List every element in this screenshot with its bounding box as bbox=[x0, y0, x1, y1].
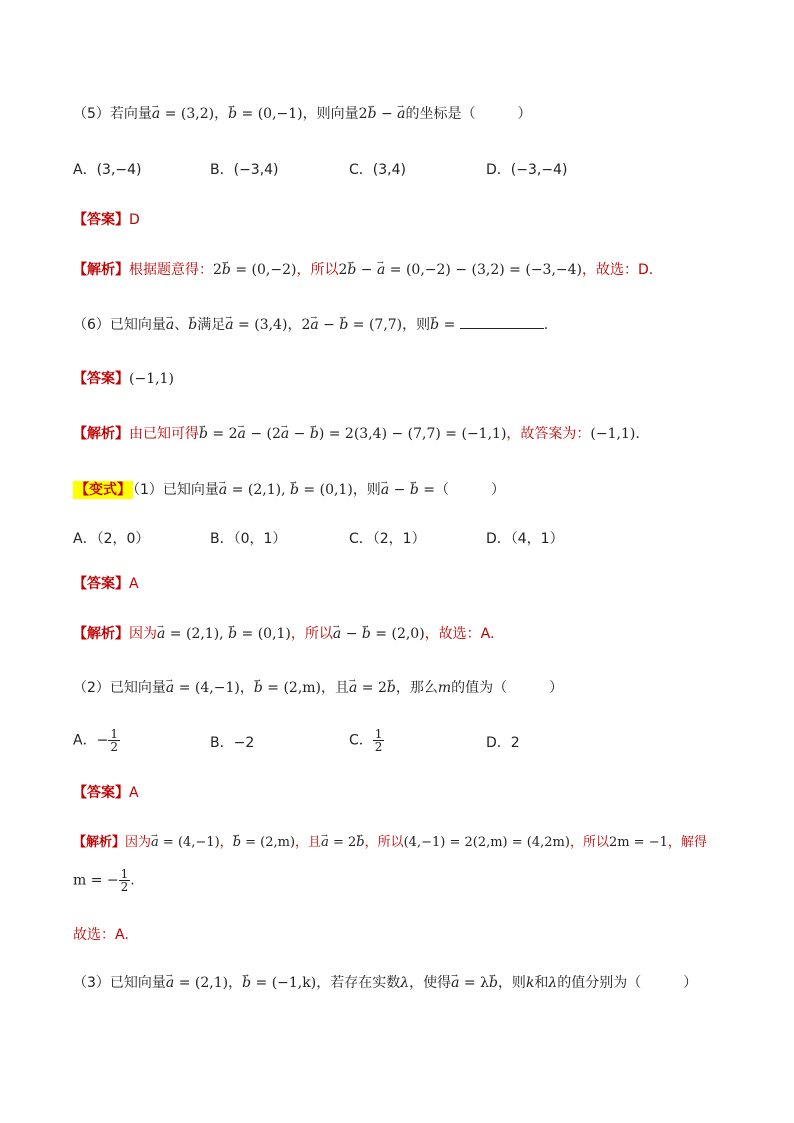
q6-stem: （6）已知向量→ a、→ b满足→ a = (3,4)，2→ a − → b = (7,7)，则→ b = . bbox=[73, 314, 548, 335]
q5-option-b: B．(−3,4) bbox=[210, 162, 279, 178]
q6-explanation: 【解析】由已知可得→ b = 2→ a − (2→ a − → b) = 2(3,4) − (7,7) = (−1,1)，故答案为：(−1,1). bbox=[73, 424, 640, 444]
variant3-stem: （3）已知向量→ a = (2,1)，→ b = (−1,k)，若存在实数λ，使得→ a = λ→ b，则k和λ的值分别为（ ） bbox=[73, 973, 697, 993]
variant2-stem: （2）已知向量→ a = (4,−1)，→ b = (2,m)，且→ a = 2→ b，那么m的值为（ ） bbox=[73, 678, 563, 698]
variant1-option-a: A．（2，0） bbox=[73, 531, 150, 547]
variant-tag: 【变式】 bbox=[75, 482, 131, 498]
variant2-explanation: 【解析】因为→ a = (4,−1)，→ b = (2,m)，且→ a = 2→ b，所以(4,−1) = 2(2,m) = (4,2m)，所以2m = −1，解得 bbox=[73, 833, 707, 853]
q5-number: （5） bbox=[73, 106, 110, 122]
q5-stem: （5）若向量→ a = (3,2)，→ b = (0,−1)，则向量2→ b − → a的坐标是（ ） bbox=[73, 104, 532, 124]
variant1-option-c: C．（2，1） bbox=[349, 531, 426, 547]
q6-answer: 【答案】(−1,1) bbox=[73, 371, 174, 387]
variant1-option-d: D．（4，1） bbox=[486, 531, 564, 547]
q5-option-d: D．(−3,−4) bbox=[486, 162, 568, 178]
q5-answer: 【答案】D bbox=[73, 212, 140, 228]
q5-option-c: C．(3,4) bbox=[349, 162, 406, 178]
variant1-answer: 【答案】A bbox=[73, 576, 139, 592]
variant2-answer: 【答案】A bbox=[73, 785, 139, 801]
variant2-explanation-cont: m = − $\frac{1}{2}$ . bbox=[73, 867, 135, 894]
vector-a: → a bbox=[152, 106, 160, 122]
q5-option-a: A．(3,−4) bbox=[73, 162, 142, 178]
variant1-explanation: 【解析】因为→ a = (2,1), → b = (0,1)，所以→ a − → b = (2,0)，故选：A. bbox=[73, 624, 494, 644]
vector-b: → b bbox=[228, 106, 237, 122]
variant2-option-a: A．− $\frac{1}{2}$ bbox=[73, 727, 118, 754]
variant2-option-c: C． $\frac{1}{2}$ bbox=[349, 727, 383, 754]
q5-explanation: 【解析】根据题意得：2→ b = (0,−2)，所以2→ b − → a = (0,−2) − (3,2) = (−3,−4)，故选：D. bbox=[73, 260, 653, 280]
answer-blank[interactable] bbox=[460, 314, 544, 329]
variant2-option-b: B．−2 bbox=[210, 735, 255, 751]
variant1-option-b: B．（0，1） bbox=[210, 531, 287, 547]
q6-number: （6） bbox=[73, 317, 110, 333]
variant2-option-d: D．2 bbox=[486, 735, 520, 751]
variant1-stem: 【变式】 （1）已知向量→ a = (2,1), → b = (0,1)，则→ a − → b =（ ） bbox=[73, 480, 505, 500]
variant2-explanation-final: 故选：A. bbox=[73, 927, 129, 943]
